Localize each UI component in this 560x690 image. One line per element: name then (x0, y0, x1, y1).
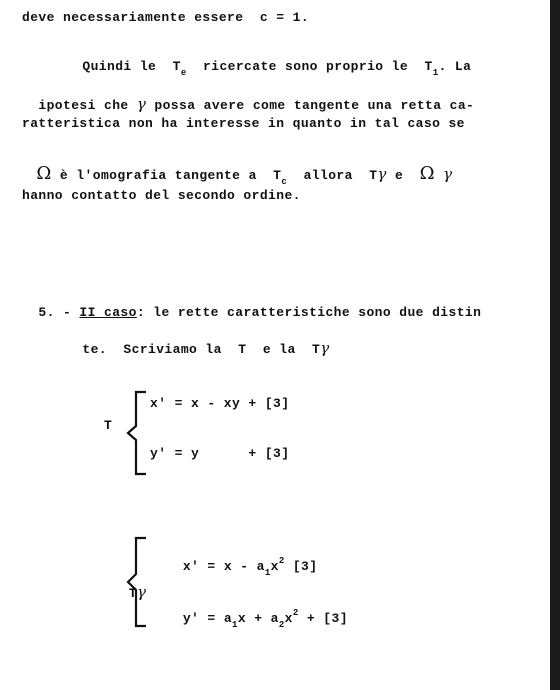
text-line-4: ratteristica non ha interesse in quanto in tal caso se (22, 116, 465, 131)
text-line-5 (20, 148, 453, 187)
text-segment: te. Scriviamo la T e la T (82, 342, 321, 357)
text-segment: T (128, 586, 138, 601)
gamma-symbol: γ (137, 583, 147, 601)
gamma-symbol: γ (377, 165, 387, 183)
text-line-3 (22, 80, 474, 113)
subscript: 2 (278, 620, 285, 630)
text-segment: ipotesi che (38, 98, 137, 113)
text-segment: ricercate sono proprio le T (186, 59, 433, 74)
subscript: 1 (232, 620, 238, 630)
equation-y: y' = y + [3] (150, 446, 290, 461)
page-edge-shadow (550, 0, 560, 690)
text-segment: e (386, 168, 420, 183)
equation-x: x' = x - xy + [3] (150, 396, 290, 411)
text-segment: Quindi le T (82, 59, 181, 74)
omega-symbol: Ω (36, 163, 52, 184)
equation-x (150, 544, 317, 589)
gamma-symbol: γ (443, 165, 453, 183)
text-segment: x' = x - a (182, 559, 265, 574)
text-segment: possa avere come tangente una retta ca- (146, 98, 475, 113)
text-segment: allora T (287, 168, 378, 183)
system-label: T (104, 418, 113, 433)
text-line-2 (66, 44, 472, 78)
text-segment: x (270, 559, 279, 574)
superscript: 2 (292, 608, 299, 618)
text-segment: x (284, 611, 293, 626)
case-heading: II caso (79, 305, 137, 320)
text-segment: : le rette caratteristiche sono due distin (136, 305, 482, 320)
text-segment: è l'omografia tangente a T (51, 168, 282, 183)
text-line-1: deve necessariamente essere c = 1. (22, 10, 310, 25)
equation-y (150, 596, 348, 641)
subscript: e (180, 68, 187, 78)
text-segment: y' = a (182, 611, 233, 626)
section-number: 5. - (38, 305, 80, 320)
section-5-line-1 (22, 290, 481, 320)
text-line-6: hanno contatto del secondo ordine. (22, 188, 301, 203)
subscript: 1 (264, 568, 271, 578)
text-segment: x + a (237, 611, 279, 626)
text-segment: . La (438, 59, 472, 74)
text-segment: + [3] (298, 611, 348, 626)
omega-symbol: Ω (419, 163, 435, 184)
gamma-symbol: γ (136, 95, 147, 113)
superscript: 2 (278, 556, 285, 566)
text-segment: [3] (284, 559, 318, 574)
gamma-symbol: γ (320, 339, 330, 357)
section-5-line-2 (66, 324, 330, 357)
subscript: 1 (432, 68, 439, 78)
subscript: c (281, 177, 288, 187)
